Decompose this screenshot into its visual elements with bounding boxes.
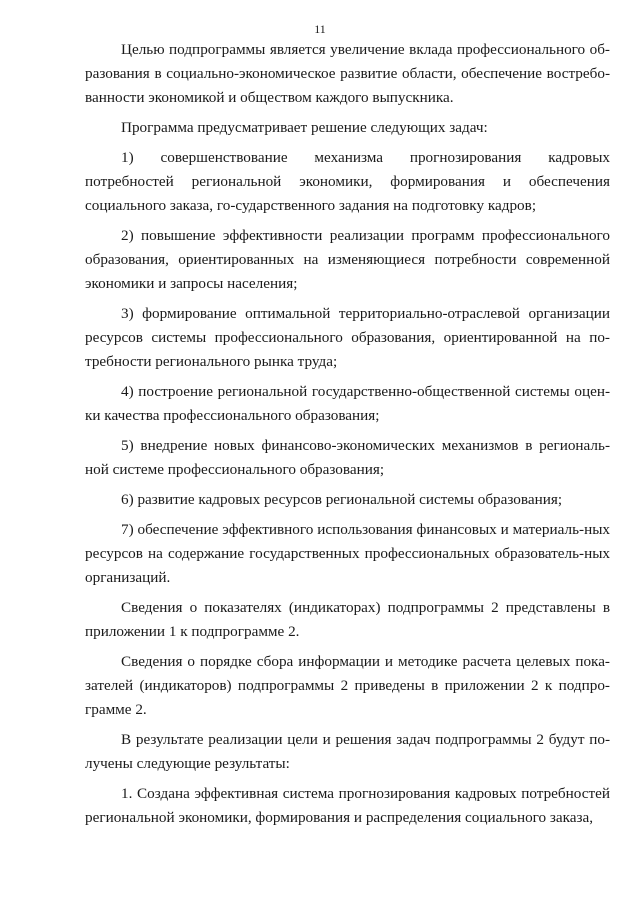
paragraph-task-5: 5) внедрение новых финансово-экономических механизмов в региональ-ной системе профессионального образования; <box>85 437 610 478</box>
paragraph-task-1: 1) совершенствование механизма прогнозирования кадровых потребностей региональной экономики, формирования и обеспечения социального заказа, го-сударственного задания на подготовку кадров; <box>85 149 610 214</box>
paragraph-result-1: 1. Создана эффективная система прогнозирования кадровых потребностей региональной экономики, формирования и распределения социального заказа, <box>85 785 610 826</box>
body-text <box>85 38 610 836</box>
paragraph-indicators-info: Сведения о показателях (индикаторах) подпрограммы 2 представлены в приложении 1 к подпрограмме 2. <box>85 599 610 640</box>
paragraph-tasks-intro: Программа предусматривает решение следующих задач: <box>121 119 488 136</box>
paragraph-methodology-info: Сведения о порядке сбора информации и методике расчета целевых пока-зателей (индикаторов) подпрограммы 2 приведены в приложении 2 к подпро-грамме 2. <box>85 653 610 718</box>
page-number: 11 <box>314 22 326 36</box>
paragraph-goal: Целью подпрограммы является увеличение вклада профессионального об-разования в социально-экономическое развитие области, обеспечение востребо-ванности экономикой и обществом каждого выпускника. <box>85 41 610 106</box>
paragraph-task-6: 6) развитие кадровых ресурсов региональной системы образования; <box>121 491 563 508</box>
paragraph-task-7: 7) обеспечение эффективного использования финансовых и материаль-ных ресурсов на содержание государственных профессиональных образователь-ных организаций. <box>85 521 610 586</box>
paragraph-task-2: 2) повышение эффективности реализации программ профессионального образования, ориентированных на изменяющиеся потребности современной экономики и запросы населения; <box>85 227 610 292</box>
paragraph-results-intro: В результате реализации цели и решения задач подпрограммы 2 будут по-лучены следующие результаты: <box>85 731 610 772</box>
paragraph-task-4: 4) построение региональной государственно-общественной системы оцен-ки качества профессионального образования; <box>85 383 610 424</box>
paragraph-task-3: 3) формирование оптимальной территориально-отраслевой организации ресурсов системы профессионального образования, ориентированной на по-требности регионального рынка труда; <box>85 305 610 370</box>
